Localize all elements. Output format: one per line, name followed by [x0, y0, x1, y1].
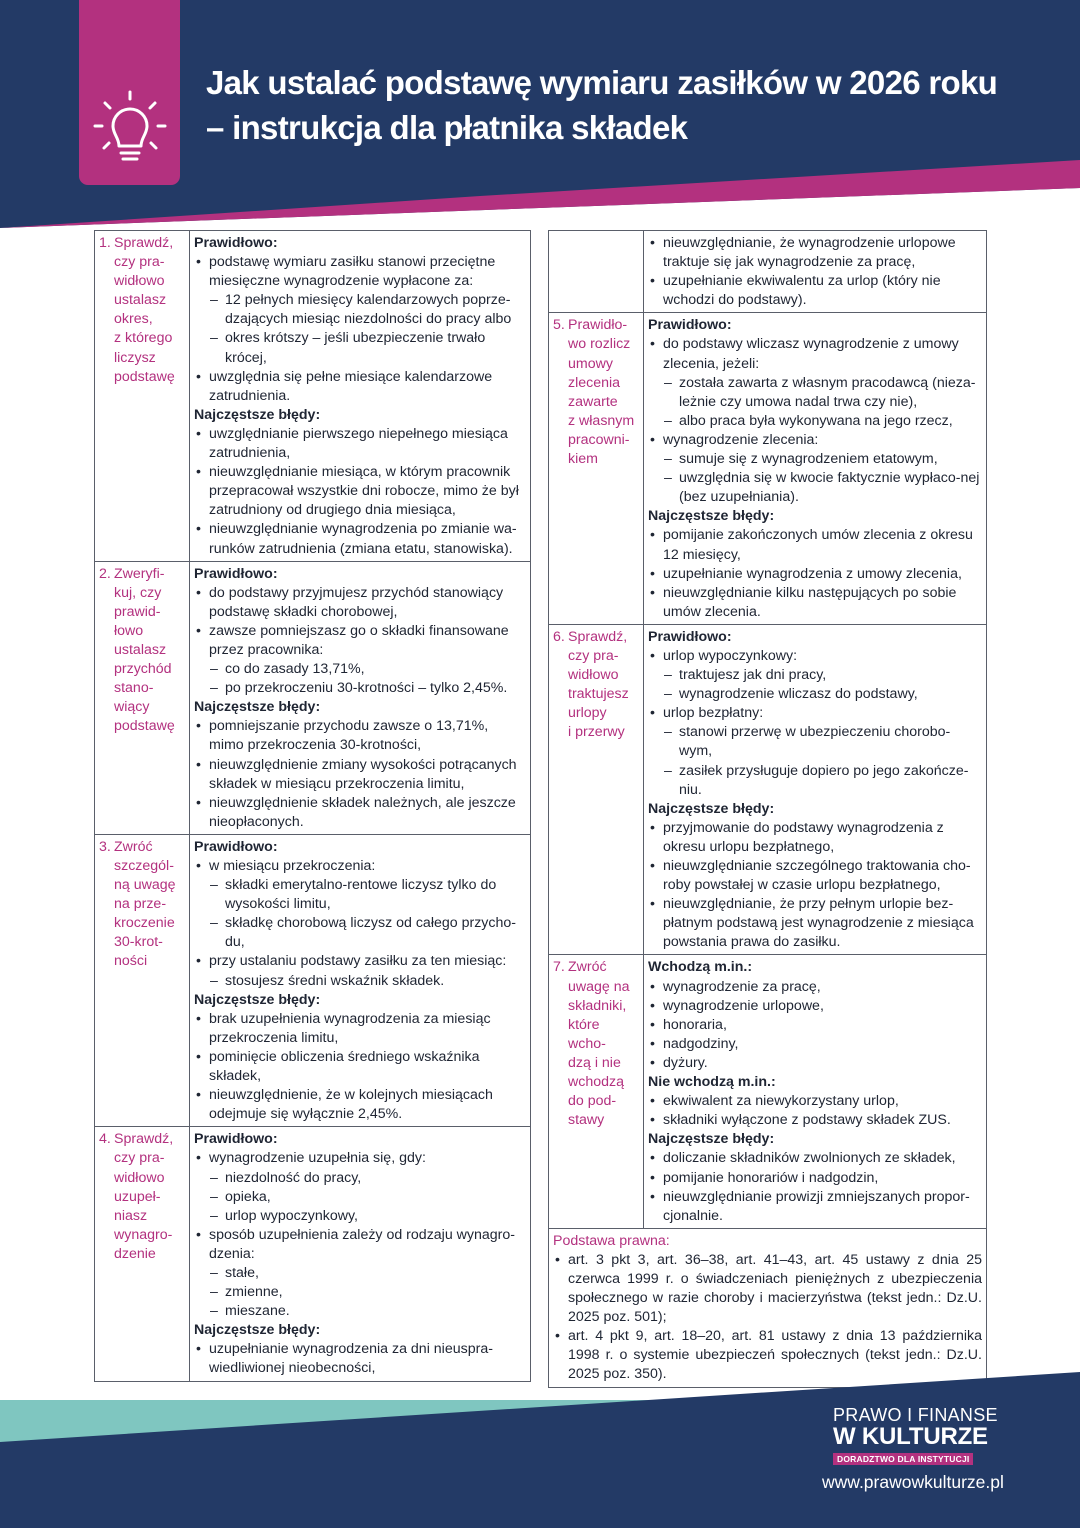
- list-item: [648, 584, 982, 622]
- list-item-text: urlop bezpłatny:: [663, 705, 764, 722]
- step-label-text: liczysz: [114, 349, 156, 366]
- step-content: [644, 955, 987, 1228]
- step-label-text: kiem: [568, 451, 598, 468]
- list-item-text: doliczanie składników zwolnionych ze składek,: [663, 1150, 956, 1167]
- step-label-line: [99, 310, 185, 329]
- step-label-line: [99, 895, 185, 914]
- step-label-line: [99, 622, 185, 641]
- step-label: [549, 955, 644, 1228]
- right-column: [548, 230, 987, 1388]
- list-item-text: składniki wyłączone z podstawy składek ZUS.: [663, 1112, 951, 1129]
- list-item: [648, 857, 982, 895]
- step-number: 4.: [99, 1131, 111, 1148]
- list-item-text: ekwiwalent za niewykorzystany urlop,: [663, 1093, 899, 1110]
- list-item-text: sposób uzupełnienia zależy od rodzaju wynagro-dzenia:: [209, 1226, 516, 1262]
- step-label-line: [99, 584, 185, 603]
- list-item: [648, 1149, 982, 1168]
- section-heading: Prawidłowo:: [194, 838, 278, 855]
- step-label-text: Prawidło-: [568, 317, 628, 334]
- legal-basis: [549, 1228, 987, 1387]
- sub-list-item: – stosujesz średni wskaźnik składek.: [194, 972, 526, 991]
- step-label: [95, 1127, 190, 1381]
- step-label-line: [99, 641, 185, 660]
- list-item-text: zawsze pomniejszasz go o składki finansowane przez pracownika:: [209, 622, 509, 658]
- list-item-text: pominięcie obliczenia średniego wskaźnika składek,: [209, 1048, 480, 1085]
- step-label-text: dzenie: [114, 1245, 156, 1262]
- step-label-text: prawid-: [114, 603, 161, 620]
- step-label-text: ności: [114, 953, 148, 970]
- step-label-text: przychód: [114, 661, 172, 678]
- step-label-text: wchodzą: [568, 1074, 624, 1091]
- list-item: [648, 819, 982, 857]
- step-label-text: ustalasz: [114, 292, 167, 309]
- list-item-text: przyjmowanie do podstawy wynagrodzenia z okresu urlopu bezpłatnego,: [663, 819, 944, 855]
- sub-list-item: – została zawarta z własnym pracodawcą (nieza-leżnie czy umowa nadal trwa czy nie),: [648, 374, 982, 412]
- step-label-text: na prze-: [114, 896, 167, 913]
- list-item: [194, 952, 526, 971]
- legal-item: • art. 3 pkt 3, art. 36–38, art. 41–43, art. 45 ustawy z dnia 25 czerwca 1999 r. o świadczeniach pieniężnych z ubezpieczenia społecznego w razie choroby i macierzyństwa (tekst jedn.: Dz.U. 2025 poz. 501);: [553, 1251, 982, 1327]
- sub-list-item: – opieka,: [194, 1188, 526, 1207]
- step-row-7: [549, 955, 987, 1228]
- list-item: [194, 1149, 526, 1168]
- list-item-text: uwzględnianie pierwszego niepełnego miesiąca zatrudnienia,: [209, 425, 508, 462]
- list-item-text: nadgodziny,: [663, 1035, 739, 1052]
- step-label-text: z własnym: [568, 412, 635, 429]
- title-line-1: Jak ustalać podstawę wymiaru zasiłków w 2026 roku: [206, 64, 998, 101]
- step-label-line: [99, 1188, 185, 1207]
- step-label-text: niasz: [114, 1207, 148, 1224]
- step-label-line: [99, 717, 185, 736]
- list-item-text: pomijanie honorariów i nadgodzin,: [663, 1169, 879, 1186]
- list-item-text: urlop wypoczynkowy:: [663, 647, 798, 664]
- step-label-line: [99, 952, 185, 971]
- step-label-text: czy pra-: [568, 647, 619, 664]
- step-label-line: [99, 914, 185, 933]
- list-item-text: podstawę wymiaru zasiłku stanowi przeciętne miesięczne wynagrodzenie wypłacone za:: [209, 254, 496, 290]
- step-label-line: [99, 368, 185, 387]
- step-label-text: pracowni-: [568, 431, 630, 448]
- sub-list-item: – stanowi przerwę w ubezpieczeniu chorobo-wym,: [648, 723, 982, 761]
- step-label-line: [99, 272, 185, 291]
- sub-list-item: – mieszane.: [194, 1302, 526, 1321]
- list-item-text: brak uzupełnienia wynagrodzenia za miesiąc przekroczenia limitu,: [209, 1010, 491, 1046]
- list-item-text: nieuwzględnienie zmiany wysokości potrącanych składek w miesiącu przekroczenia limitu,: [209, 756, 517, 792]
- list-item-text: nieuwzględnianie szczególnego traktowania cho-roby powstałej w czasie urlopu bezpłatnego,: [663, 858, 971, 894]
- step-label-line: [553, 431, 639, 450]
- sub-list-item: – okres krótszy – jeśli ubezpieczenie trwało krócej,: [194, 329, 526, 367]
- step-label-text: podstawę: [114, 718, 175, 735]
- step-label-text: do pod-: [568, 1093, 617, 1110]
- list-item-text: nieuwzględnianie wynagrodzenia po zmianie wa-runków zatrudnienia (zmiana etatu, stanowiska).: [209, 521, 517, 557]
- step-label-line: [553, 666, 639, 685]
- step-label-text: składniki,: [568, 997, 627, 1014]
- step-label-text: kroczenie: [114, 915, 175, 932]
- legal-item: • art. 4 pkt 9, art. 18–20, art. 81 ustawy z dnia 13 października 1998 r. o systemie ubezpieczeń społecznych (tekst jedn.: Dz.U. 2025 poz. 350).: [553, 1327, 982, 1384]
- step-row-4: [95, 1127, 531, 1381]
- step-content: [644, 624, 987, 955]
- step-label-line: [553, 723, 639, 742]
- sub-list-item: – 12 pełnych miesięcy kalendarzowych poprze-dzających miesiąc niezdolności do pracy albo: [194, 291, 526, 329]
- section-heading: Prawidłowo:: [648, 317, 732, 334]
- legal-basis-table: [548, 1228, 987, 1388]
- list-item: [648, 1016, 982, 1035]
- step-label: [95, 231, 190, 562]
- step-label-line: [553, 1035, 639, 1054]
- step-label: [95, 561, 190, 834]
- step-label-line: [553, 1016, 639, 1035]
- step-number: 6.: [553, 628, 565, 645]
- step-label-line: [553, 1111, 639, 1130]
- lightbulb-icon: [92, 88, 168, 170]
- list-item: [194, 1048, 526, 1086]
- step-label-text: stawy: [568, 1112, 605, 1129]
- step-row-3: [95, 834, 531, 1126]
- list-item-text: do podstawy wliczasz wynagrodzenie z umowy zlecenia, jeżeli:: [663, 336, 959, 372]
- step-label-line: [99, 1149, 185, 1168]
- sub-list-item: – uwzględnia się w kwocie faktycznie wypłaco-nej (bez uzupełniania).: [648, 469, 982, 507]
- step-label-text: okres,: [114, 311, 153, 328]
- step-label: [549, 313, 644, 625]
- page-title: [206, 60, 1046, 150]
- sub-list-item: – sumuje się z wynagrodzeniem etatowym,: [648, 450, 982, 469]
- list-item: [648, 895, 982, 952]
- section-heading: Prawidłowo:: [194, 1131, 278, 1148]
- step-label-text: Zwróć: [114, 838, 153, 855]
- sub-list-item: – składkę chorobową liczysz od całego przycho-du,: [194, 914, 526, 952]
- list-item: [194, 1010, 526, 1048]
- legal-basis-title: Podstawa prawna:: [553, 1232, 670, 1249]
- step-label-text: zlecenia: [568, 374, 621, 391]
- step-label-line: [553, 685, 639, 704]
- left-column: [94, 230, 531, 1382]
- step-label-text: które: [568, 1016, 600, 1033]
- list-item-text: wynagrodzenie zlecenia:: [663, 431, 819, 448]
- step-label-text: Sprawdź,: [568, 628, 628, 645]
- list-item-text: nieuwzględnianie miesiąca, w którym pracownik przepracował wszystkie dni robocze, mimo że był zatrudniony od drugiego dnia miesiąca,: [209, 464, 519, 519]
- section-heading: Prawidłowo:: [194, 235, 278, 251]
- step-label-text: stano-: [114, 680, 154, 697]
- section-heading: Najczęstsze błędy:: [194, 699, 321, 716]
- list-item: [648, 1169, 982, 1188]
- step-label-line: [553, 704, 639, 723]
- section-heading: Najczęstsze błędy:: [648, 1131, 775, 1148]
- step-label-line: [553, 958, 639, 977]
- list-item-text: dyżury.: [663, 1054, 708, 1071]
- list-item: [194, 368, 526, 406]
- sub-list-item: – stałe,: [194, 1264, 526, 1283]
- brand-line-1: PRAWO I FINANSE: [833, 1405, 998, 1425]
- list-item-text: wynagrodzenie za pracę,: [663, 978, 821, 995]
- step-label-text: wynagro-: [114, 1226, 173, 1243]
- list-item: [648, 431, 982, 450]
- step-number: 2.: [99, 565, 111, 582]
- section-heading: Najczęstsze błędy:: [194, 991, 321, 1008]
- website-link[interactable]: www.prawowkulturze.pl: [822, 1472, 1004, 1492]
- section-heading: Prawidłowo:: [648, 628, 732, 645]
- step-content: [190, 1127, 531, 1381]
- section-heading: Najczęstsze błędy:: [648, 800, 775, 817]
- step-content: [644, 313, 987, 625]
- step-label-text: 30-krot-: [114, 934, 163, 951]
- brand-logo: [833, 1405, 1008, 1467]
- step-label-line: [99, 857, 185, 876]
- list-item: [194, 1086, 526, 1124]
- sub-list-item: – zmienne,: [194, 1283, 526, 1302]
- list-item-text: uwzględnia się pełne miesiące kalendarzowe zatrudnienia.: [209, 368, 493, 404]
- step-label-line: [553, 412, 639, 431]
- section-heading: Najczęstsze błędy:: [648, 508, 775, 525]
- step-label-line: [99, 565, 185, 584]
- step-label-text: Sprawdź,: [114, 1131, 174, 1148]
- steps-table-left: [94, 230, 531, 1382]
- step-label-text: ustalasz: [114, 641, 167, 658]
- section-heading: Nie wchodzą m.in.:: [648, 1074, 776, 1091]
- step-label-text: kuj, czy: [114, 584, 162, 601]
- list-item: [194, 253, 526, 291]
- sub-list-item: – co do zasady 13,71%,: [194, 660, 526, 679]
- list-item: [648, 1111, 982, 1130]
- step-label-text: wiący: [114, 699, 150, 716]
- sub-list-item: – albo praca była wykonywana na jego rzecz,: [648, 412, 982, 431]
- section-heading: Najczęstsze błędy:: [194, 1322, 321, 1339]
- step-label-text: Sprawdź,: [114, 235, 174, 251]
- list-item-text: wynagrodzenie urlopowe,: [663, 997, 824, 1014]
- list-item: [194, 520, 526, 558]
- list-item: [648, 997, 982, 1016]
- step-label-line: [553, 1073, 639, 1092]
- list-item-text: uzupełnianie wynagrodzenia z umowy zlecenia,: [663, 565, 962, 582]
- list-item: [194, 857, 526, 876]
- list-item-text: nieuwzględnienie składek należnych, ale jeszcze nieopłaconych.: [209, 794, 516, 830]
- step-label-line: [99, 603, 185, 622]
- step-row-5: [549, 313, 987, 625]
- sub-list-item: – urlop wypoczynkowy,: [194, 1207, 526, 1226]
- step-label-text: czy pra-: [114, 1150, 165, 1167]
- list-item-text: nieuwzględnianie kilku następujących po sobie umów zlecenia.: [663, 584, 957, 620]
- step-number: 1.: [99, 235, 111, 251]
- step-label-line: [99, 234, 185, 253]
- step-label-line: [99, 1130, 185, 1149]
- section-heading: Wchodzą m.in.:: [648, 959, 753, 976]
- list-item: [648, 704, 982, 723]
- list-item-text: nieuwzględnianie, że przy pełnym urlopie bez-płatnym podstawą jest wynagrodzenie z miesiąca powstania prawa do zasiłku.: [663, 896, 974, 951]
- step-label-line: [99, 291, 185, 310]
- list-item: [648, 1188, 982, 1226]
- step-label-line: [99, 933, 185, 952]
- list-item-text: uzupełnianie wynagrodzenia za dni nieuspra-wiedliwionej nieobecności,: [209, 1341, 493, 1377]
- step-label-text: widłowo: [114, 273, 165, 290]
- list-item-text: honoraria,: [663, 1016, 727, 1033]
- sub-list-item: – zasiłek przysługuje dopiero po jego zakończe-niu.: [648, 762, 982, 800]
- list-item: [648, 978, 982, 997]
- step-label-line: [99, 876, 185, 895]
- step-label-text: urlopy: [568, 705, 607, 722]
- list-item-text: przy ustalaniu podstawy zasiłku za ten miesiąc:: [209, 953, 507, 970]
- list-item: [194, 1226, 526, 1264]
- step-number: 7.: [553, 959, 565, 976]
- step-label-text: zawarte: [568, 393, 618, 410]
- step-label-line: [553, 393, 639, 412]
- step-label-line: [99, 1169, 185, 1188]
- step-label-line: [99, 329, 185, 348]
- list-item: [194, 463, 526, 520]
- step-label-text: traktujesz: [568, 686, 629, 703]
- list-item-text: nieuwzględnienie, że w kolejnych miesiącach odejmuje się wyłącznie 2,45%.: [209, 1087, 493, 1123]
- list-item: [194, 425, 526, 463]
- step-label-text: wcho-: [568, 1035, 606, 1052]
- step-label-line: [553, 1092, 639, 1111]
- step-label-line: [99, 679, 185, 698]
- step-label-line: [553, 628, 639, 647]
- list-item: [648, 1035, 982, 1054]
- section-heading: Prawidłowo:: [194, 565, 278, 582]
- brand-tagline: DORADZTWO DLA INSTYTUCJI: [833, 1453, 973, 1465]
- step-label-line: [99, 253, 185, 272]
- sub-list-item: – traktujesz jak dni pracy,: [648, 666, 982, 685]
- list-item: • uzupełnianie ekwiwalentu za urlop (który nie wchodzi do podstawy).: [648, 272, 982, 310]
- step-row-6: [549, 624, 987, 955]
- step-number: 5.: [553, 317, 565, 334]
- step-label-line: [99, 349, 185, 368]
- step-label-line: [553, 450, 639, 469]
- step-label-text: widłowo: [114, 1169, 165, 1186]
- step-label-line: [553, 647, 639, 666]
- step-label-text: wo rozlicz: [568, 336, 631, 353]
- list-item: [648, 647, 982, 666]
- list-item-text: pomijanie zakończonych umów zlecenia z okresu 12 miesięcy,: [663, 527, 973, 563]
- section-heading: Najczęstsze błędy:: [194, 406, 321, 423]
- continuation-content-cell: [644, 231, 987, 313]
- step-number: 3.: [99, 838, 111, 855]
- list-item-text: nieuwzględnianie prowizji zmniejszanych propor-cjonalnie.: [663, 1188, 970, 1224]
- step-label-text: umowy: [568, 355, 613, 372]
- step-label-text: łowo: [114, 622, 144, 639]
- title-line-2: – instrukcja dla płatnika składek: [206, 109, 688, 146]
- step-label-line: [99, 660, 185, 679]
- step-label: [95, 834, 190, 1126]
- list-item: [194, 756, 526, 794]
- step-label-line: [99, 1245, 185, 1264]
- step-label-text: Zwróć: [568, 959, 607, 976]
- sub-list-item: – wynagrodzenie wliczasz do podstawy,: [648, 685, 982, 704]
- step-content: [190, 561, 531, 834]
- step-label-text: z którego: [114, 330, 173, 347]
- list-item: [194, 622, 526, 660]
- step-label-text: czy pra-: [114, 254, 165, 271]
- step-label-text: dzą i nie: [568, 1054, 621, 1071]
- list-item: [194, 717, 526, 755]
- list-item-text: do podstawy przyjmujesz przychód stanowiący podstawę składki chorobowej,: [209, 584, 504, 620]
- step-label-text: uwagę na: [568, 978, 630, 995]
- sub-list-item: – niezdolność do pracy,: [194, 1169, 526, 1188]
- sub-list-item: – składki emerytalno-rentowe liczysz tylko do wysokości limitu,: [194, 876, 526, 914]
- list-item: [648, 1054, 982, 1073]
- step-label-text: podstawę: [114, 368, 175, 385]
- step-label-line: [99, 698, 185, 717]
- list-item: [648, 526, 982, 564]
- list-item: [648, 335, 982, 373]
- step-label-text: ną uwagę: [114, 877, 176, 894]
- step-label-line: [99, 1226, 185, 1245]
- step-label-text: i przerwy: [568, 724, 625, 741]
- step-label-line: [553, 374, 639, 393]
- list-item-text: wynagrodzenie uzupełnia się, gdy:: [209, 1150, 426, 1167]
- step-label-line: [553, 335, 639, 354]
- step-label-line: [99, 838, 185, 857]
- step-label-line: [553, 316, 639, 335]
- list-item: [648, 565, 982, 584]
- step-label-line: [553, 1054, 639, 1073]
- step-label-text: Zweryfi-: [114, 565, 165, 582]
- list-item-text: w miesiącu przekroczenia:: [209, 858, 376, 874]
- list-item: [194, 584, 526, 622]
- step-label-line: [99, 1207, 185, 1226]
- sub-list-item: – po przekroczeniu 30-krotności – tylko 2,45%.: [194, 679, 526, 698]
- brand-line-2: W KULTURZE: [833, 1423, 988, 1450]
- continuation-row: [549, 231, 987, 313]
- step-label-text: szczegól-: [114, 858, 174, 874]
- step-label-line: [553, 355, 639, 374]
- step-label-text: uzupeł-: [114, 1188, 161, 1205]
- list-item-text: pomniejszanie przychodu zawsze o 13,71%, mimo przekroczenia 30-krotności,: [209, 718, 489, 754]
- list-item: • nieuwzględnianie, że wynagrodzenie urlopowe traktuje się jak wynagrodzenie za pracę,: [648, 234, 982, 272]
- step-content: [190, 834, 531, 1126]
- step-row-1: [95, 231, 531, 562]
- step-content: [190, 231, 531, 562]
- step-row-2: [95, 561, 531, 834]
- step-label-line: [553, 978, 639, 997]
- steps-table-right: [548, 230, 987, 1229]
- list-item: [194, 794, 526, 832]
- step-label-line: [553, 997, 639, 1016]
- step-label: [549, 624, 644, 955]
- list-item: [648, 1092, 982, 1111]
- continuation-label-cell: [549, 231, 644, 313]
- step-label-text: widłowo: [568, 667, 619, 684]
